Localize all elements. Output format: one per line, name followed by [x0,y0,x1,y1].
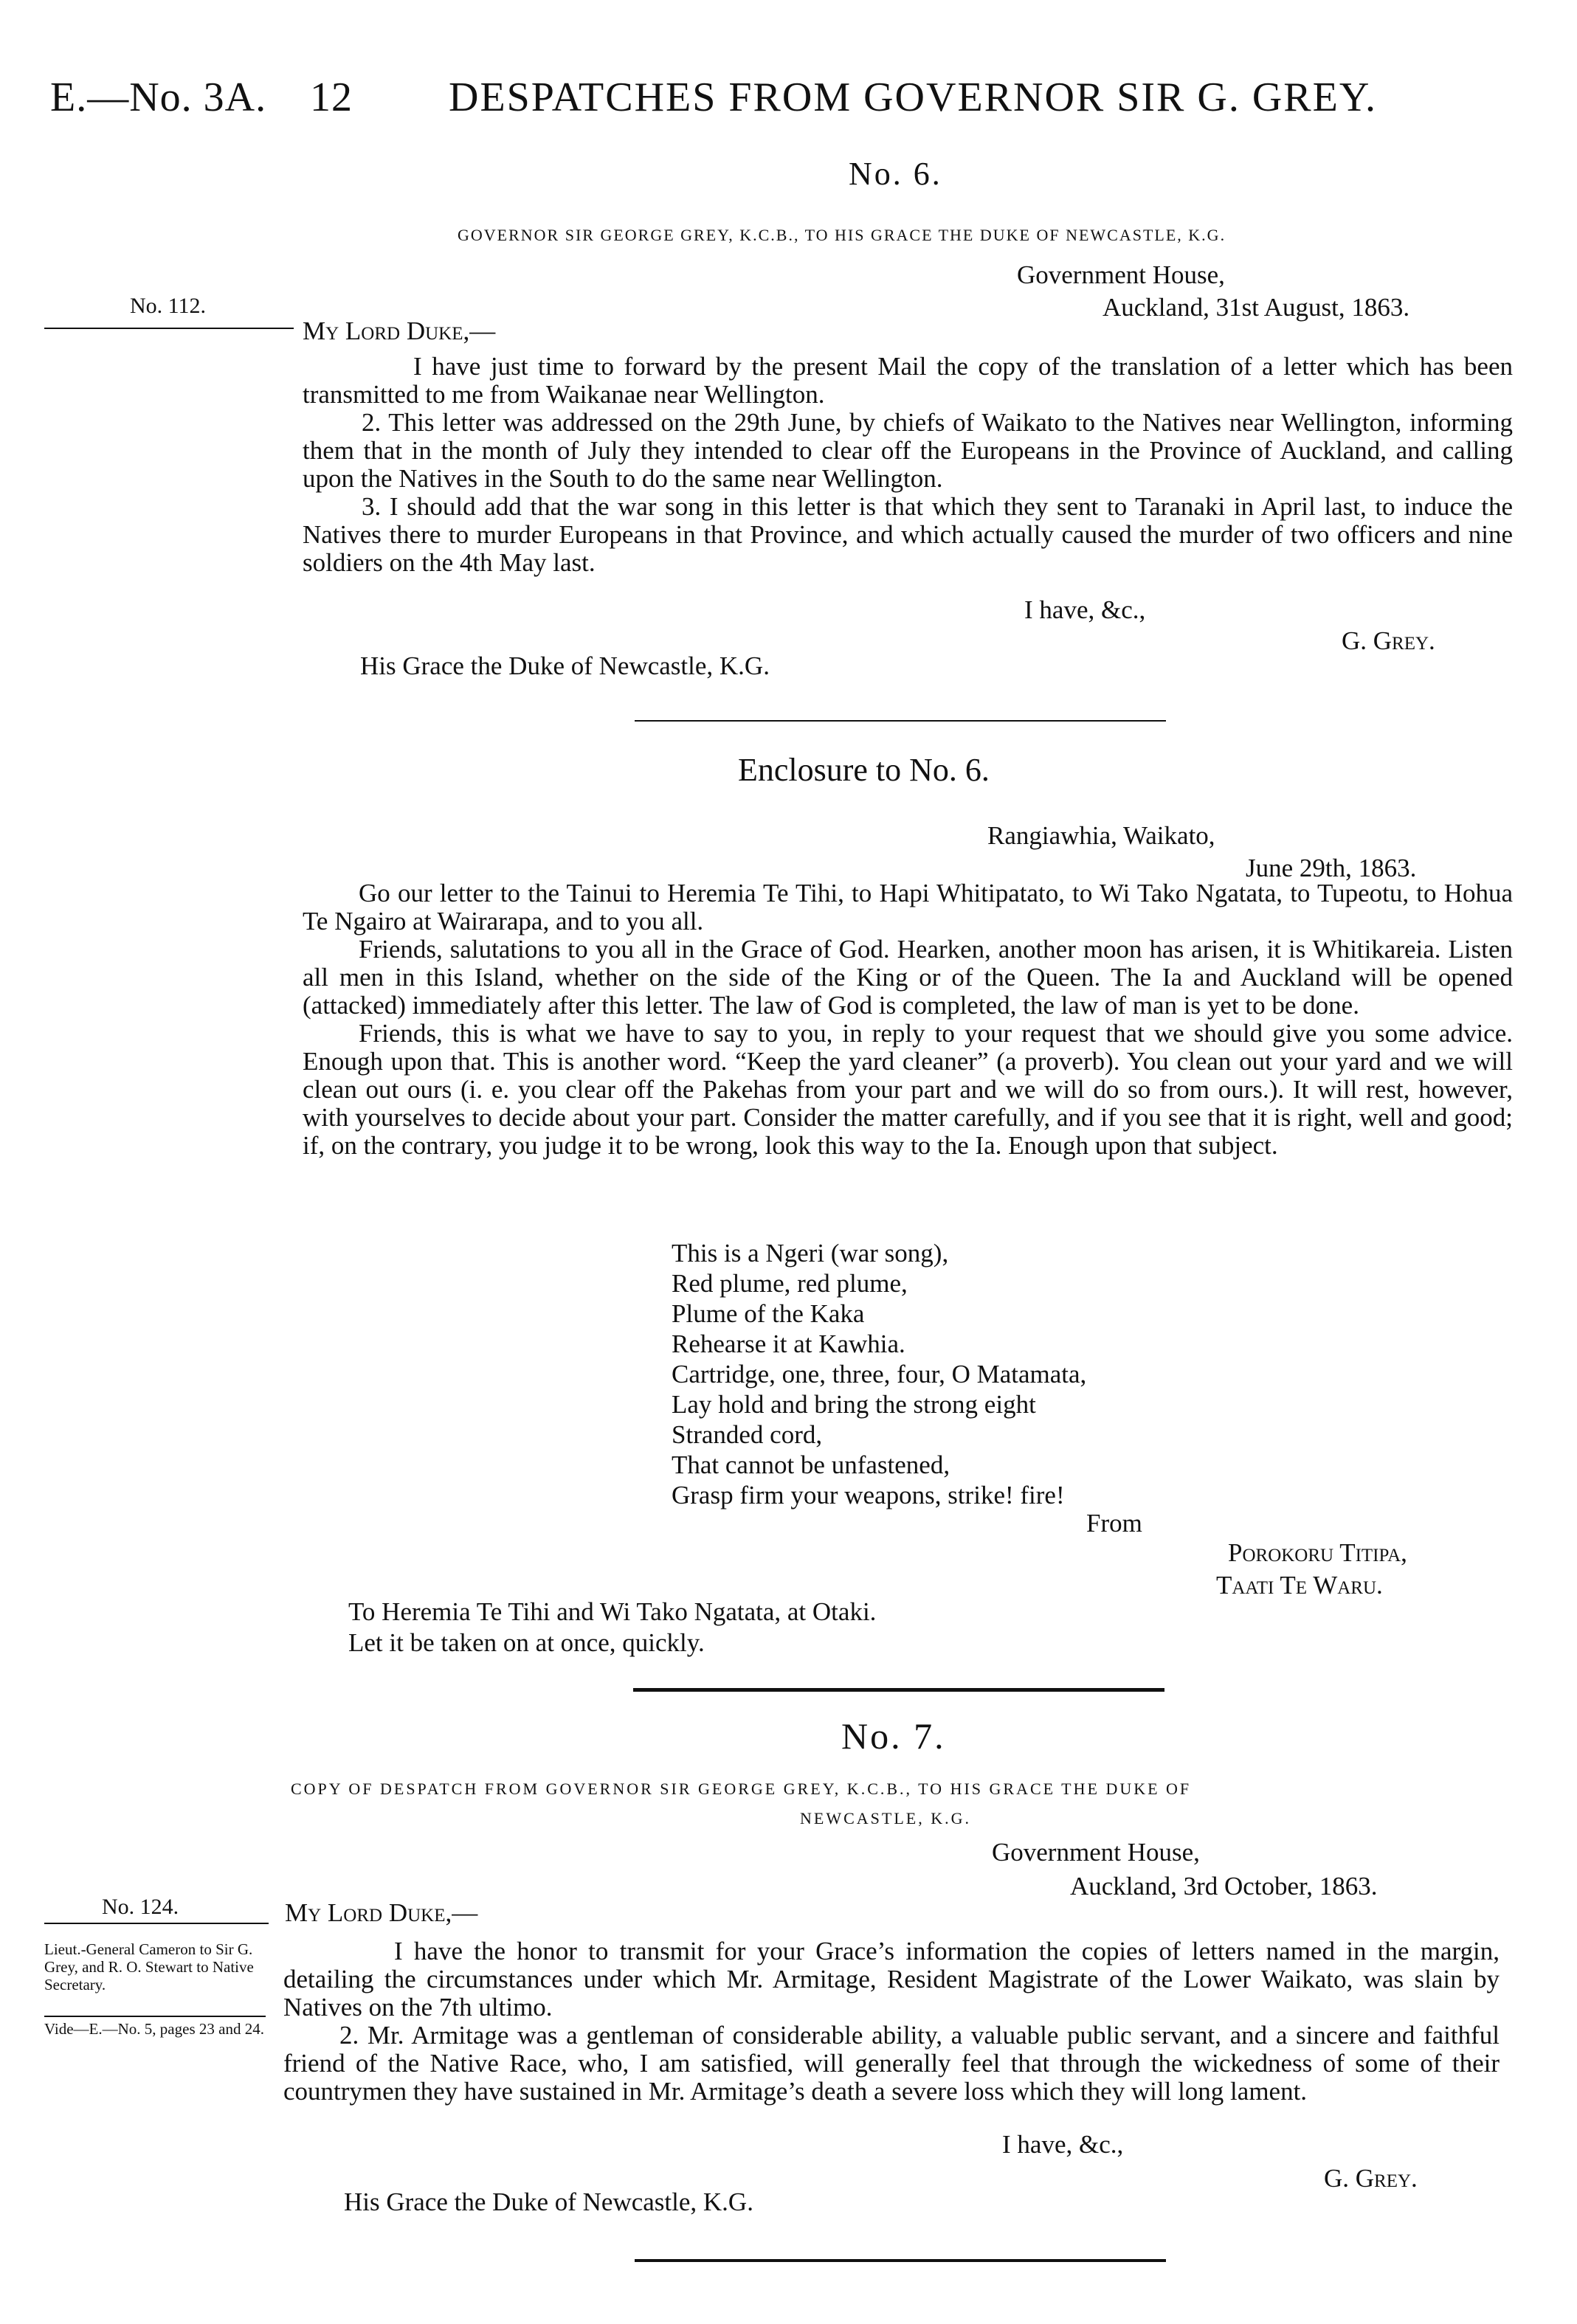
poem-line: This is a Ngeri (war song), [672,1239,949,1268]
section-6-addressee: His Grace the Duke of Newcastle, K.G. [360,651,770,680]
enclosure-title: Enclosure to No. 6. [738,752,990,788]
poem-line: Stranded cord, [672,1420,823,1449]
section-7-paragraph: I have the honor to transmit for your Grace’s information the copies of letters named in the margin, detailing the circumstances under which Mr. Armitage, Resident Magistrate of the Lower Waikato, was slain by Natives on the 7th ultimo. [283,1937,1500,2022]
section-7-paragraph: 2. Mr. Armitage was a gentleman of considerable ability, a valuable public servant, and a sincere and faithful friend of the Native Race, who, I am satisfied, will generally feel that through the wickedness of some of their countrymen they have sustained in Mr. Armitage’s death a severe loss which they will long lament. [283,2021,1500,2106]
section-6-paragraph: 3. I should add that the war song in this letter is that which they sent to Taranaki in April last, to induce the Natives there to murder Europeans in that Province, and which actually caused the murder of two officers and nine soldiers on the 4th May last. [303,492,1513,577]
section-7-body [283,1937,1500,2106]
enclosure-paragraph: Friends, salutations to you all in the Grace of God. Hearken, another moon has arisen, it is Whitikareia. Listen all men in this Island, whether on the side of the King or of the Queen. The Ia and Auckland will be opened (attacked) immediately after this letter. The law of God is completed, the law of man is yet to be done. [303,935,1513,1020]
section-7-salutation: My Lord Duke,— [285,1898,478,1927]
enclosure-from: From [1086,1509,1142,1538]
section-6-margin-ref: No. 112. [130,294,207,318]
poem-line: That cannot be unfastened, [672,1450,950,1479]
enclosure-body [303,879,1513,1160]
section-6-place: Government House, [1017,260,1225,289]
margin-rule [44,1923,269,1924]
series-label: E.—No. 3A. [50,75,267,120]
section-6-signature: G. Grey. [1342,626,1435,655]
section-divider [635,2259,1166,2262]
section-divider [635,720,1166,722]
poem-line: Grasp firm your weapons, strike! fire! [672,1481,1065,1509]
section-6-paragraph: I have just time to forward by the present Mail the copy of the translation of a letter which has been transmitted to me from Waikanae near Wellington. [303,352,1513,409]
margin-note: Lieut.-General Cameron to Sir G. Grey, and R. O. Stewart to Native Secretary. [44,1940,254,1993]
section-divider [633,1688,1164,1692]
margin-rule [44,328,294,329]
section-6-body [303,353,1513,577]
poem-line: Red plume, red plume, [672,1269,908,1298]
section-6-subtitle: GOVERNOR SIR GEORGE GREY, K.C.B., TO HIS GRACE THE DUKE OF NEWCASTLE, K.G. [458,226,1226,244]
enclosure-date: June 29th, 1863. [1246,854,1417,882]
section-7-signature: G. Grey. [1324,2164,1418,2193]
enclosure-address-line: To Heremia Te Tihi and Wi Tako Ngatata, at Otaki. [348,1597,877,1626]
section-7-closing: I have, &c., [1002,2130,1124,2159]
signatory: Taati Te Waru. [1216,1571,1383,1600]
section-7-margin-ref: No. 124. [102,1895,179,1919]
enclosure-paragraph: Friends, this is what we have to say to you, in reply to your request that we should give you some advice. Enough upon that. This is another word. “Keep the yard cleaner” (a proverb). You clean out your yard and we will clean out ours (i. e. you clear off the Pakehas from your part and we will do so from ours.). It will rest, however, with yourselves to decide about your part. Consider the matter carefully, and if you see that it is right, well and good; if, on the contrary, you judge it to be wrong, look this way to the Ia. Enough upon that subject. [303,1019,1513,1160]
section-7-date: Auckland, 3rd October, 1863. [1070,1872,1378,1901]
section-7-subtitle-continued: NEWCASTLE, K.G. [800,1809,971,1827]
enclosure-place: Rangiawhia, Waikato, [987,821,1215,850]
margin-vide: Vide—E.—No. 5, pages 23 and 24. [44,2020,264,2038]
section-6-closing: I have, &c., [1024,595,1146,624]
section-6-date: Auckland, 31st August, 1863. [1102,293,1410,322]
section-6-number: No. 6. [849,156,942,192]
section-6-salutation: My Lord Duke,— [303,317,496,345]
poem-line: Plume of the Kaka [672,1299,865,1328]
section-7-subtitle: COPY OF DESPATCH FROM GOVERNOR SIR GEORGE GREY, K.C.B., TO HIS GRACE THE DUKE OF [291,1780,1192,1798]
poem-line: Rehearse it at Kawhia. [672,1329,905,1358]
enclosure-address-line: Let it be taken on at once, quickly. [348,1628,705,1657]
signatory: Porokoru Titipa, [1228,1538,1407,1567]
poem-line: Cartridge, one, three, four, O Matamata, [672,1360,1087,1388]
war-song [672,1239,1086,1512]
section-6-paragraph: 2. This letter was addressed on the 29th June, by chiefs of Waikato to the Natives near Wellington, informing them that in the month of July they intended to clear off the Europeans in the Province of Auckland, and calling upon the Natives in the South to do the same near Wellington. [303,408,1513,493]
poem-line: Lay hold and bring the strong eight [672,1390,1036,1419]
page-number: 12 [310,75,353,120]
section-7-number: No. 7. [841,1715,946,1757]
margin-rule [44,2016,266,2017]
enclosure-paragraph: Go our letter to the Tainui to Heremia Te Tihi, to Hapi Whitipatato, to Wi Tako Ngatata, to Tupeotu, to Hohua Te Ngairo at Wairarapa, and to you all. [303,879,1513,936]
section-7-place: Government House, [992,1838,1200,1867]
page-header-title: DESPATCHES FROM GOVERNOR SIR G. GREY. [449,75,1378,120]
section-7-addressee: His Grace the Duke of Newcastle, K.G. [344,2188,753,2216]
